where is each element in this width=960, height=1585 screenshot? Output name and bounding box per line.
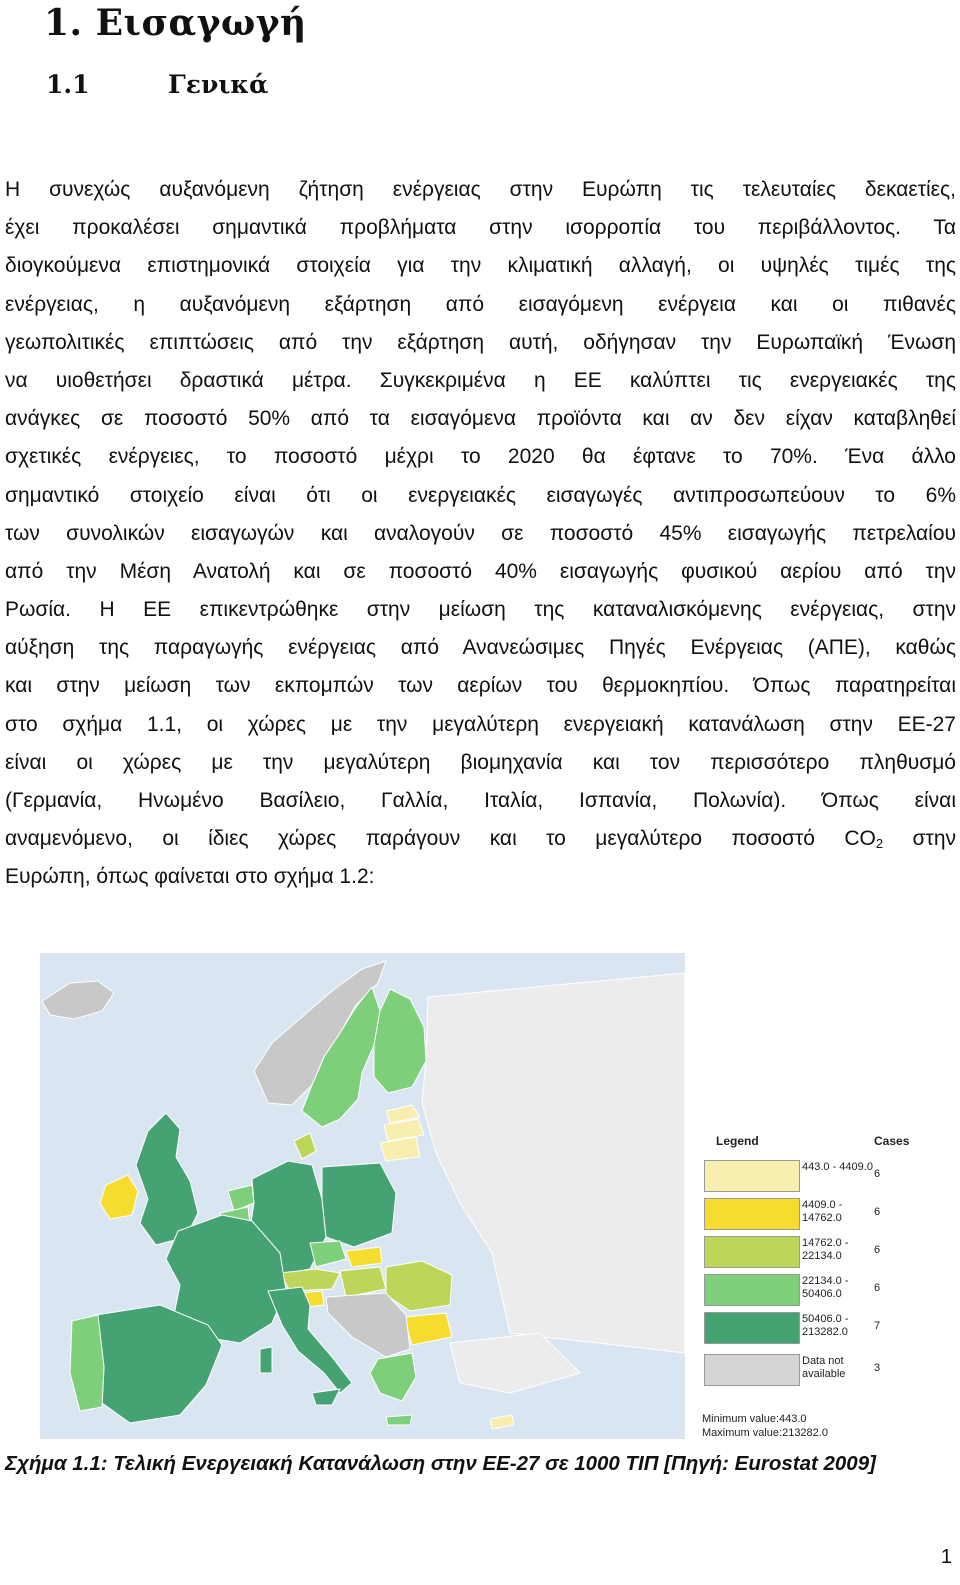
paragraph-line: (Γερμανία, Ηνωμένο Βασίλειο, Γαλλία, Ιταλία, Ισπανία, Πολωνία). Όπως είναι bbox=[5, 789, 956, 812]
paragraph-line: αύξηση της παραγωγής ενέργειας από Ανανεώσιμες Πηγές Ενέργειας (ΑΠΕ), καθώς bbox=[5, 636, 956, 660]
paragraph-line: έχει προκαλέσει σημαντικά προβλήματα στην ισορροπία του περιβάλλοντος. Τα bbox=[5, 216, 956, 240]
paragraph-line: ενέργειας, η αυξανόμενη εξάρτηση από εισαγόμενη ενέργεια και οι πιθανές bbox=[5, 292, 956, 316]
legend-item bbox=[704, 1234, 904, 1270]
co2-line-tail: στην bbox=[883, 827, 956, 851]
poland-region bbox=[322, 1163, 396, 1247]
legend-count: 7 bbox=[874, 1320, 881, 1332]
paragraph-line: των συνολικών εισαγωγών και αναλογούν σε ποσοστό 45% εισαγωγής πετρελαίου bbox=[5, 521, 956, 545]
legend-swatch bbox=[704, 1274, 800, 1306]
europe-energy-map bbox=[40, 953, 685, 1439]
legend-range: 443.0 - 4409.0 bbox=[802, 1161, 873, 1173]
map-legend bbox=[690, 1120, 930, 1450]
chapter-heading: 1. Εισαγωγή bbox=[44, 2, 307, 44]
legend-count: 6 bbox=[874, 1282, 881, 1294]
legend-cases-header: Cases bbox=[874, 1134, 910, 1148]
legend-count: 6 bbox=[874, 1206, 881, 1218]
legend-range: 50406.0 - 213282.0 bbox=[802, 1313, 849, 1338]
co2-subscript: 2 bbox=[875, 836, 884, 852]
legend-count: 6 bbox=[874, 1168, 881, 1180]
figure-caption: Σχήμα 1.1: Τελική Ενεργειακή Κατανάλωση στην ΕΕ-27 σε 1000 ΤΙΠ [Πηγή: Eurostat 2009] bbox=[5, 1452, 876, 1475]
legend-minimum: Minimum value:443.0 bbox=[702, 1413, 807, 1425]
paragraph-line: σημαντικό στοιχείο είναι ότι οι ενεργειακές εισαγωγές αντιπροσωπεύουν το 6% bbox=[5, 483, 956, 507]
crete-region bbox=[386, 1415, 412, 1425]
paragraph-line: και στην μείωση των εκπομπών των αερίων του θερμοκηπίου. Όπως παρατηρείται bbox=[5, 674, 956, 698]
co2-line-text: αναμενόμενο, οι ίδιες χώρες παράγουν και το μεγαλύτερο ποσοστό CO bbox=[5, 827, 876, 851]
legend-item bbox=[704, 1158, 904, 1194]
legend-item bbox=[704, 1352, 904, 1388]
paragraph-line: στο σχήμα 1.1, οι χώρες με την μεγαλύτερη ενεργειακή κατανάλωση στην ΕΕ-27 bbox=[5, 712, 956, 736]
paragraph-line: Ευρώπη, όπως φαίνεται στο σχήμα 1.2: bbox=[5, 865, 375, 889]
legend-swatch bbox=[704, 1236, 800, 1268]
paragraph-line: γεωπολιτικές επιπτώσεις από την εξάρτηση αυτή, οδήγησαν την Ευρωπαϊκή Ένωση bbox=[5, 330, 956, 354]
paragraph-line: Η συνεχώς αυξανόμενη ζήτηση ενέργειας στην Ευρώπη τις τελευταίες δεκαετίες, bbox=[5, 178, 956, 201]
legend-range: 4409.0 - 14762.0 bbox=[802, 1199, 843, 1224]
austria-region bbox=[280, 1269, 340, 1291]
legend-item bbox=[704, 1196, 904, 1232]
legend-swatch bbox=[704, 1160, 800, 1192]
paragraph-line bbox=[5, 820, 956, 858]
paragraph-line: από την Μέση Ανατολή και σε ποσοστό 40% εισαγωγής φυσικού αερίου από την bbox=[5, 559, 956, 583]
legend-item bbox=[704, 1310, 904, 1346]
legend-range: Data not available bbox=[802, 1355, 846, 1380]
legend-title: Legend bbox=[716, 1134, 759, 1148]
paragraph-line: διογκούμενα επιστημονικά στοιχεία για την κλιματική αλλαγή, οι υψηλές τιμές της bbox=[5, 254, 956, 278]
legend-range: 22134.0 - 50406.0 bbox=[802, 1275, 849, 1300]
paragraph-line: να υιοθετήσει δραστικά μέτρα. Συγκεκριμένα η ΕΕ καλύπτει τις ενεργειακές της bbox=[5, 368, 956, 392]
legend-swatch bbox=[704, 1312, 800, 1344]
body-paragraph bbox=[5, 171, 956, 897]
legend-count: 6 bbox=[874, 1244, 881, 1256]
slovakia-region bbox=[346, 1247, 382, 1267]
legend-swatch bbox=[704, 1198, 800, 1230]
legend-maximum: Maximum value:213282.0 bbox=[702, 1427, 828, 1439]
section-number: 1.1 bbox=[46, 70, 90, 99]
paragraph-line: Ρωσία. Η ΕΕ επικεντρώθηκε στην μείωση της καταναλισκόμενης ενέργειας, στην bbox=[5, 598, 956, 622]
legend-range: 14762.0 - 22134.0 bbox=[802, 1237, 849, 1262]
paragraph-line: ανάγκες σε ποσοστό 50% από τα εισαγόμενα προϊόντα και αν δεν είχαν καταβληθεί bbox=[5, 407, 956, 431]
legend-count: 3 bbox=[874, 1362, 881, 1374]
page-number: 1 bbox=[940, 1546, 952, 1568]
sardinia-region bbox=[260, 1347, 272, 1373]
section-title: Γενικά bbox=[168, 70, 269, 99]
section-heading bbox=[46, 70, 268, 99]
paragraph-line: σχετικές ενέργειες, το ποσοστό μέχρι το 2020 θα έφτανε το 70%. Ένα άλλο bbox=[5, 445, 956, 469]
paragraph-line: είναι οι χώρες με την μεγαλύτερη βιομηχανία και τον περισσότερο πληθυσμό bbox=[5, 750, 956, 774]
legend-swatch bbox=[704, 1354, 800, 1386]
legend-item bbox=[704, 1272, 904, 1308]
